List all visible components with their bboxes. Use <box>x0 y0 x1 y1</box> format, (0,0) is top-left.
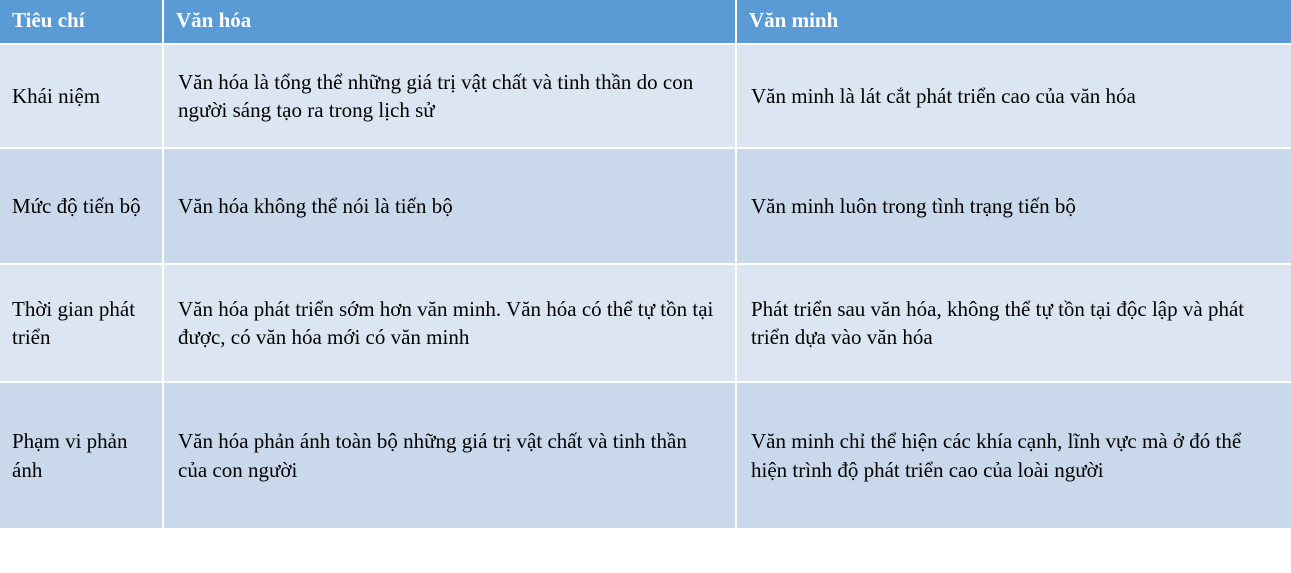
column-header-criteria: Tiêu chí <box>0 0 163 44</box>
cell-culture: Văn hóa không thể nói là tiến bộ <box>163 148 736 264</box>
table-row <box>0 148 1291 264</box>
table-header-row <box>0 0 1291 44</box>
column-header-civilization: Văn minh <box>736 0 1291 44</box>
cell-civilization: Phát triển sau văn hóa, không thể tự tồn tại độc lập và phát triển dựa vào văn hóa <box>736 264 1291 382</box>
cell-culture: Văn hóa phát triển sớm hơn văn minh. Văn hóa có thể tự tồn tại được, có văn hóa mới có văn minh <box>163 264 736 382</box>
table-row <box>0 264 1291 382</box>
table-row <box>0 44 1291 148</box>
table-body <box>0 44 1291 528</box>
column-header-culture: Văn hóa <box>163 0 736 44</box>
cell-criteria: Thời gian phát triển <box>0 264 163 382</box>
table-header <box>0 0 1291 44</box>
cell-culture: Văn hóa là tổng thể những giá trị vật chất và tinh thần do con người sáng tạo ra trong lịch sử <box>163 44 736 148</box>
cell-criteria: Mức độ tiến bộ <box>0 148 163 264</box>
cell-criteria: Khái niệm <box>0 44 163 148</box>
cell-civilization: Văn minh là lát cắt phát triển cao của văn hóa <box>736 44 1291 148</box>
cell-criteria: Phạm vi phản ánh <box>0 382 163 528</box>
table-row <box>0 382 1291 528</box>
cell-civilization: Văn minh luôn trong tình trạng tiến bộ <box>736 148 1291 264</box>
cell-culture: Văn hóa phản ánh toàn bộ những giá trị vật chất và tinh thần của con người <box>163 382 736 528</box>
cell-civilization: Văn minh chỉ thể hiện các khía cạnh, lĩnh vực mà ở đó thể hiện trình độ phát triển cao của loài người <box>736 382 1291 528</box>
